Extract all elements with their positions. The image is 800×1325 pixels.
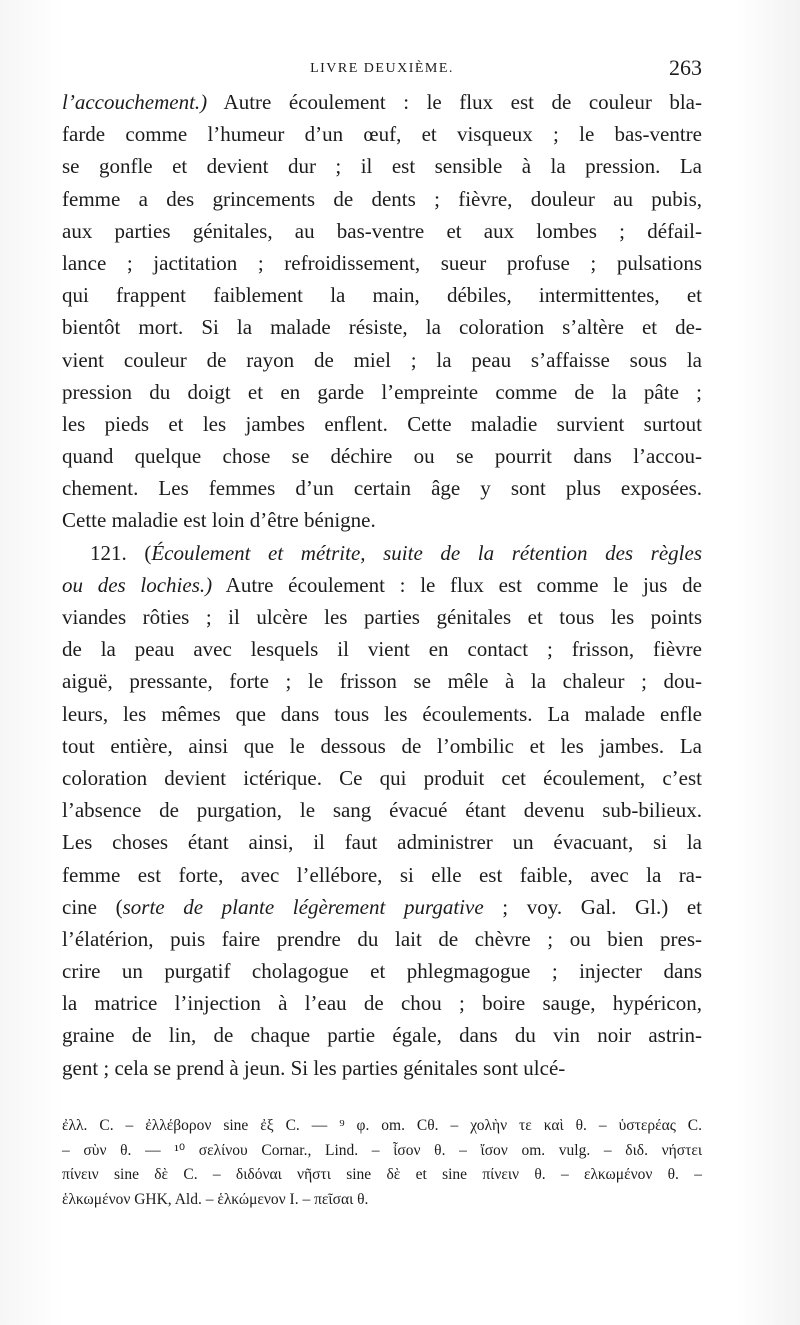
text-line: [62, 955, 702, 987]
text-segment: la matrice l’injection à l’eau de chou ; boire sauge, hypéricon,: [62, 991, 702, 1016]
text-segment: coloration devient ictérique. Ce qui produit cet écoulement, c’est: [62, 765, 702, 790]
text-segment: aiguë, pressante, forte ; le frisson se mêle à la chaleur ; dou-: [62, 669, 702, 694]
text-line: [62, 891, 702, 923]
text-segment: l’élatérion, puis faire prendre du lait de chèvre ; ou bien pres-: [62, 926, 702, 951]
text-segment: Les choses étant ainsi, il faut administrer un évacuant, si la: [62, 830, 702, 855]
text-segment: les pieds et les jambes enflent. Cette maladie survient surtout: [62, 411, 702, 436]
text-line: [62, 376, 702, 408]
text-line: [62, 215, 702, 247]
text-line: [62, 537, 702, 569]
text-line: [62, 569, 702, 601]
text-line: [62, 859, 702, 891]
text-segment: Cette maladie est loin d’être bénigne.: [62, 508, 376, 533]
italic-segment: ou des lochies.): [62, 572, 213, 597]
text-line: [62, 826, 702, 858]
text-line: [62, 247, 702, 279]
text-segment: graine de lin, de chaque partie égale, dans du vin noir astrin-: [62, 1023, 702, 1048]
text-line: [62, 472, 702, 504]
text-line: [62, 698, 702, 730]
text-segment: leurs, les mêmes que dans tous les écoulements. La malade enfle: [62, 701, 702, 726]
text-line: [62, 440, 702, 472]
running-head: [62, 57, 702, 81]
text-segment: qui frappent faiblement la main, débiles, intermittentes, et: [62, 283, 702, 308]
text-line: [62, 1019, 702, 1051]
text-line: [62, 762, 702, 794]
italic-segment: sorte de plante légèrement purgative: [122, 894, 484, 919]
text-line: [62, 794, 702, 826]
text-line: [62, 150, 702, 182]
footnote-line: ἑλκωμένον GHK, Ald. – ἑλκώμενον I. – πεῖσαι θ.: [62, 1190, 369, 1208]
text-segment: Autre écoulement : le flux est de couleur bla-: [207, 90, 702, 114]
text-segment: ; voy. Gal. Gl.) et: [483, 894, 702, 919]
text-segment: Autre écoulement : le flux est comme le jus de: [212, 572, 702, 597]
text-line: [62, 601, 702, 633]
text-line: [62, 118, 702, 150]
text-segment: pression du doigt et en garde l’empreinte comme de la pâte ;: [62, 379, 702, 404]
text-line: [62, 279, 702, 311]
text-segment: lance ; jactitation ; refroidissement, sueur profuse ; pulsations: [62, 250, 702, 275]
main-text: [62, 86, 702, 1084]
text-segment: vient couleur de rayon de miel ; la peau s’affaisse sous la: [62, 347, 702, 372]
italic-segment: l’accouchement.): [62, 90, 208, 114]
text-line: [62, 923, 702, 955]
text-segment: 121. (: [90, 540, 152, 565]
text-line: [62, 344, 702, 376]
text-segment: se gonfle et devient dur ; il est sensible à la pression. La: [62, 154, 702, 179]
footnote-line: – σὺν θ. — ¹⁰ σελίνου Cornar., Lind. – ἶσον θ. – ἴσον om. vulg. – διδ. νήστει: [62, 1141, 702, 1159]
text-line: [62, 730, 702, 762]
text-line: [62, 311, 702, 343]
text-line: [62, 183, 702, 215]
italic-segment: Écoulement et métrite, suite de la rétention des règles: [151, 540, 702, 565]
text-line: [62, 665, 702, 697]
text-segment: cine (: [62, 894, 123, 919]
text-segment: viandes rôties ; il ulcère les parties génitales et tous les points: [62, 605, 702, 629]
text-segment: gent ; cela se prend à jeun. Si les parties génitales sont ulcé-: [62, 1055, 566, 1080]
text-segment: l’absence de purgation, le sang évacué étant devenu sub-bilieux.: [62, 798, 702, 823]
text-line: [62, 408, 702, 440]
text-segment: bientôt mort. Si la malade résiste, la coloration s’altère et de-: [62, 315, 702, 340]
text-segment: crire un purgatif cholagogue et phlegmagogue ; injecter dans: [62, 959, 702, 984]
text-segment: quand quelque chose se déchire ou se pourrit dans l’accou-: [62, 444, 702, 469]
text-line: [62, 86, 702, 118]
running-title: LIVRE DEUXIÈME.: [310, 61, 454, 76]
text-line: [62, 1052, 702, 1084]
text-segment: femme a des grincements de dents ; fièvre, douleur au pubis,: [62, 186, 702, 211]
text-segment: de la peau avec lesquels il vient en contact ; frisson, fièvre: [62, 637, 702, 662]
text-segment: aux parties génitales, au bas-ventre et aux lombes ; défail-: [62, 218, 702, 243]
footnote-line: ἐλλ. C. – ἐλλέβορον sine ἐξ C. — ⁹ φ. om. Cθ. – χολὴν τε καὶ θ. – ὑστερέας C.: [62, 1117, 702, 1134]
text-line: [62, 633, 702, 665]
text-segment: tout entière, ainsi que le dessous de l’ombilic et les jambes. La: [62, 733, 702, 758]
footnotes: [62, 1114, 702, 1212]
text-segment: chement. Les femmes d’un certain âge y sont plus exposées.: [62, 476, 702, 501]
text-segment: farde comme l’humeur d’un œuf, et visqueux ; le bas-ventre: [62, 122, 702, 147]
footnote-line: πίνειν sine δὲ C. – διδόναι νῆστι sine δὲ et sine πίνειν θ. – ελκωμένον θ. –: [62, 1166, 702, 1183]
text-line: [62, 504, 702, 536]
page-number: 263: [669, 55, 702, 80]
text-segment: femme est forte, avec l’ellébore, si elle est faible, avec la ra-: [62, 862, 702, 887]
text-line: [62, 987, 702, 1019]
